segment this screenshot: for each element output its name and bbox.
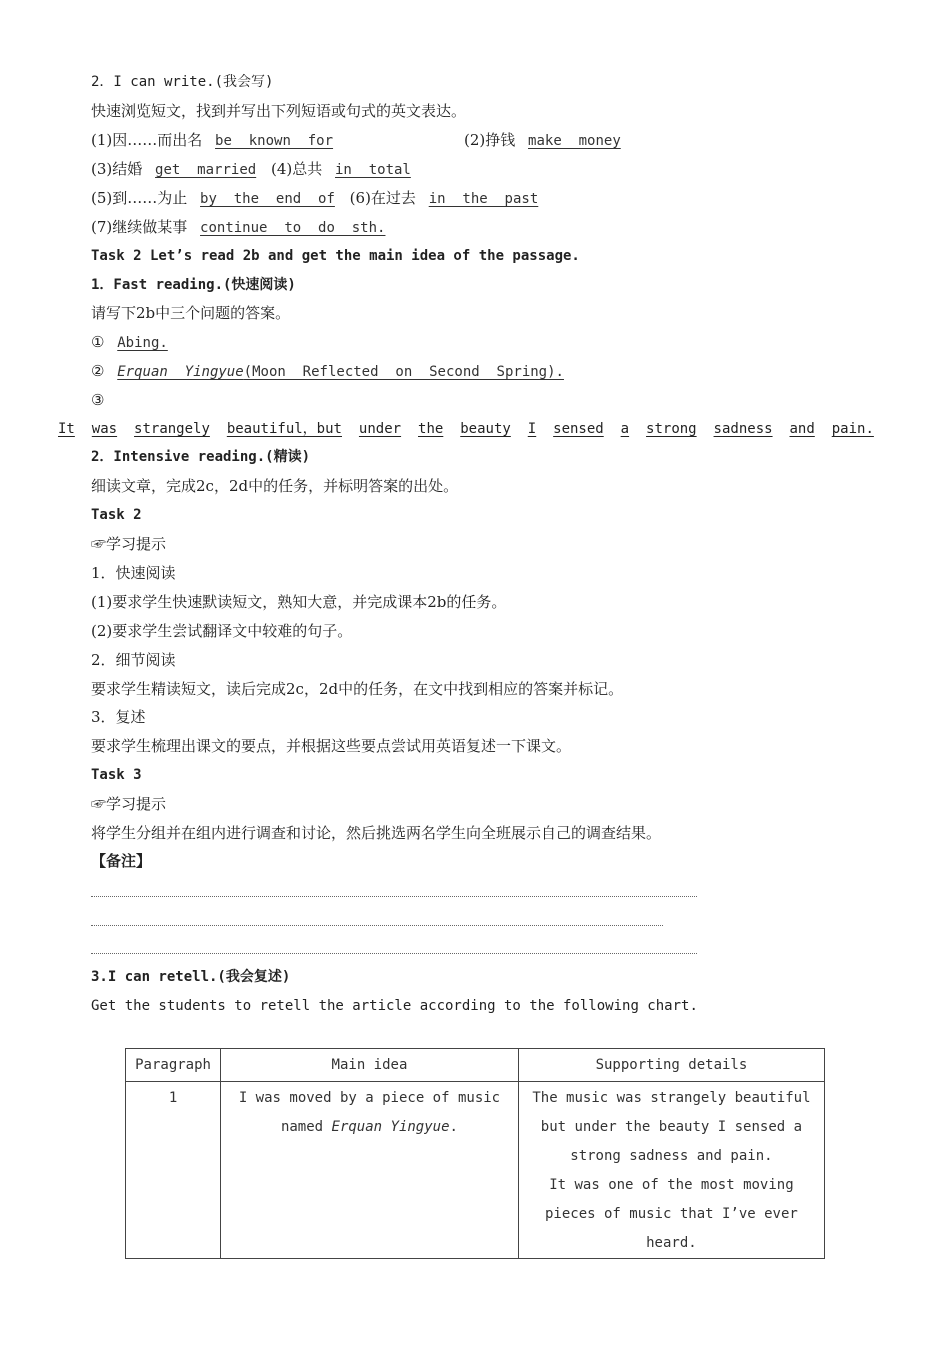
answer-title-translation: (Moon Reflected on Second Spring).: [243, 364, 564, 380]
phrase-cn: (3)结婚: [91, 160, 143, 178]
notes-heading: 【备注】: [91, 852, 152, 870]
phrase-cn: (2)挣钱: [464, 131, 516, 149]
phrase-row-3: [91, 159, 411, 180]
section-write-heading: 2．I can write.(我会写): [91, 74, 274, 90]
fast-reading-heading: 1．Fast reading.(快速阅读): [91, 277, 296, 293]
phrase-cn: (6)在过去: [349, 189, 416, 207]
task2-heading: Task 2 Let’s read 2b and get the main idea of the passage.: [91, 248, 580, 264]
fast-reading-instruction: 请写下2b中三个问题的答案。: [91, 304, 291, 322]
answer-3-word: sadness: [713, 421, 773, 437]
answer-3-word: and: [789, 421, 815, 437]
cell-supporting-details: The music was strangely beautiful but under the beauty I sensed a strong sadness and pain. It was one of the most moving pieces of music that I’ve ever heard.: [518, 1082, 824, 1259]
answer-text: Abing.: [117, 335, 168, 351]
answer-3-word: under: [358, 421, 402, 437]
answer-3-word: I: [527, 421, 537, 437]
answer-2: [91, 361, 564, 382]
cell-main-idea: [221, 1082, 519, 1259]
answer-title-italic: Erquan Yingyue: [117, 364, 244, 380]
study-tip-label: ☞学习提示: [91, 535, 167, 553]
notes-line: [91, 953, 697, 954]
notes-line: [91, 896, 697, 897]
phrase-answer: be known for: [215, 133, 334, 149]
answer-text: [117, 364, 564, 380]
answer-3: [58, 419, 874, 439]
phrase-row-1: [91, 130, 333, 151]
answer-3-word: sensed: [553, 421, 604, 437]
column-header-paragraph: Paragraph: [126, 1049, 221, 1082]
answer-3-word: pain.: [831, 421, 874, 437]
task3-heading: Task 3: [91, 767, 142, 783]
answer-3-word: strong: [646, 421, 697, 437]
phrase-row-5: [91, 188, 538, 209]
answer-marker: ①: [91, 333, 105, 351]
phrase-cn: (1)因……而出名: [91, 131, 203, 149]
answer-1: [91, 332, 168, 353]
answer-3-word: strangely: [134, 421, 210, 437]
phrase-row-2: [464, 130, 621, 151]
phrase-row-7: [91, 217, 385, 238]
phrase-answer: get married: [155, 162, 257, 178]
tip-detail-reading-text: 要求学生精读短文，读后完成2c，2d中的任务，在文中找到相应的答案并标记。: [91, 680, 624, 698]
column-header-supporting-details: Supporting details: [518, 1049, 824, 1082]
retell-chart-table: [125, 1048, 825, 1259]
phrase-cn: (7)继续做某事: [91, 218, 188, 236]
phrase-answer: continue to do sth.: [200, 220, 386, 236]
tip-fast-reading-1: (1)要求学生快速默读短文，熟知大意，并完成课本2b的任务。: [91, 593, 507, 611]
main-idea-end: .: [449, 1119, 458, 1135]
phrase-cn: (4)总共: [270, 160, 323, 178]
answer-3-word: was: [91, 421, 118, 437]
answer-3-word: a: [620, 421, 630, 437]
answer-3-word: the: [418, 421, 444, 437]
section-write-instruction: 快速浏览短文，找到并写出下列短语或句式的英文表达。: [91, 102, 467, 120]
intensive-reading-instruction: 细读文章，完成2c，2d中的任务，并标明答案的出处。: [91, 477, 459, 495]
task2-tips-heading: Task 2: [91, 507, 142, 523]
intensive-reading-heading: 2．Intensive reading.(精读): [91, 449, 311, 465]
phrase-answer: by the end of: [200, 191, 335, 207]
column-header-main-idea: Main idea: [221, 1049, 519, 1082]
main-idea-text: I was moved by a piece of music named: [238, 1090, 501, 1135]
table-header-row: [126, 1049, 825, 1082]
tip-fast-reading-2: (2)要求学生尝试翻译文中较难的句子。: [91, 622, 353, 640]
study-tip-label: ☞学习提示: [91, 795, 167, 813]
section-retell-heading: 3.I can retell.(我会复述): [91, 969, 291, 985]
table-row: [126, 1082, 825, 1259]
tip-fast-reading: 1．快速阅读: [91, 564, 176, 582]
answer-3-word: beautiful，but: [226, 421, 342, 437]
main-idea-italic-title: Erquan Yingyue: [331, 1119, 450, 1135]
answer-3-word: It: [58, 421, 75, 437]
answer-3-word: beauty: [460, 421, 511, 437]
phrase-answer: make money: [528, 133, 621, 149]
tip-detail-reading: 2．细节阅读: [91, 651, 176, 669]
phrase-answer: in the past: [428, 191, 539, 207]
phrase-answer: in total: [335, 162, 411, 178]
section-retell-instruction: Get the students to retell the article according to the following chart.: [91, 998, 698, 1014]
task3-text: 将学生分组并在组内进行调查和讨论，然后挑选两名学生向全班展示自己的调查结果。: [91, 824, 662, 842]
answer-marker: ②: [91, 362, 105, 380]
phrase-cn: (5)到……为止: [91, 189, 188, 207]
notes-line: [91, 925, 663, 926]
tip-retell-text: 要求学生梳理出课文的要点，并根据这些要点尝试用英语复述一下课文。: [91, 737, 572, 755]
tip-retell: 3．复述: [91, 708, 146, 726]
cell-paragraph: 1: [126, 1082, 221, 1259]
answer-3-marker: ③: [91, 391, 105, 409]
